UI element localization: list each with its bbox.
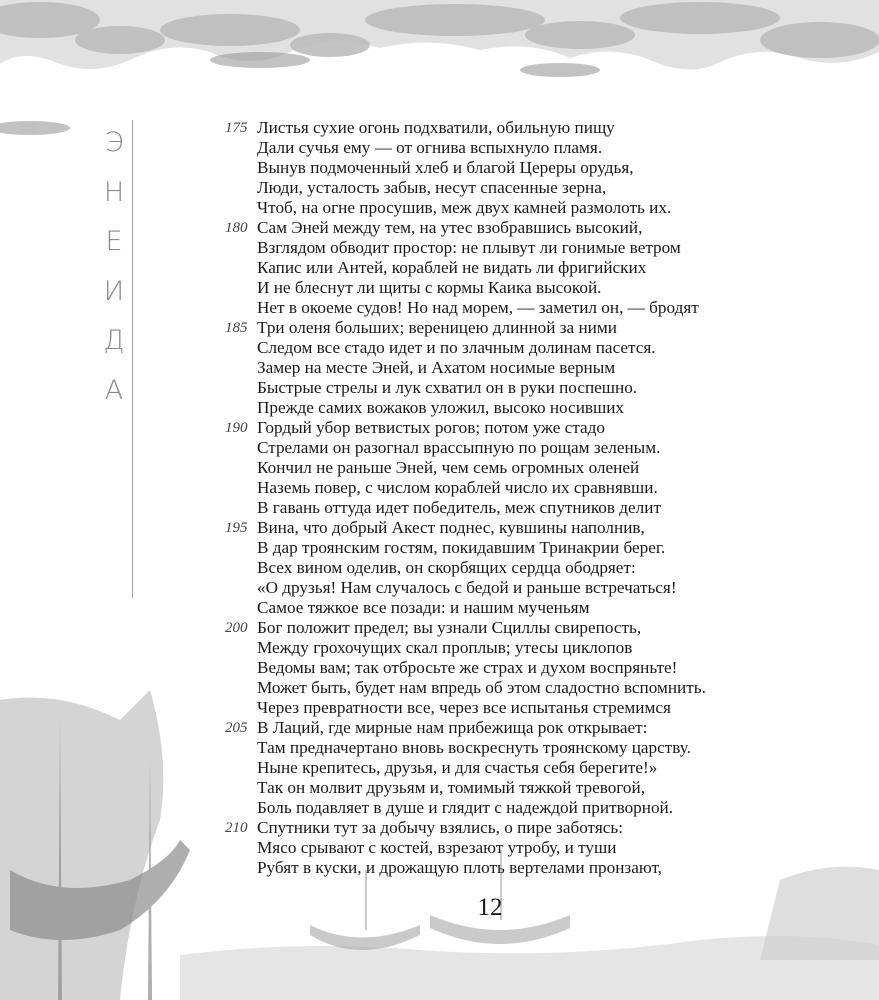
verse-line: [225, 418, 785, 438]
verse-text: Мясо срывают с костей, взрезают утробу, и туши: [257, 838, 617, 857]
line-number: 210: [225, 820, 248, 836]
verse-line: [225, 158, 785, 178]
verse-text: Спутники тут за добычу взялись, о пире заботясь:: [257, 818, 623, 837]
verse-text: Вина, что добрый Акест поднес, кувшины наполнив,: [257, 518, 645, 537]
verse-text: Три оленя больших; вереницею длинной за ними: [257, 318, 617, 337]
verse-text: Сам Эней между тем, на утес взобравшись высокий,: [257, 218, 643, 237]
verse-text: В Лаций, где мирные нам прибежища рок открывает:: [257, 718, 648, 737]
verse-text: Рубят в куски, и дрожащую плоть вертелами пронзают,: [257, 858, 662, 877]
verse-line: [225, 758, 785, 778]
verse-text: Всех вином оделив, он скорбящих сердца ободряет:: [257, 558, 636, 577]
verse-line: [225, 838, 785, 858]
side-title-letter: Н: [103, 176, 125, 208]
verse-text: Кончил не раньше Эней, чем семь огромных оленей: [257, 458, 640, 477]
verse-text: Люди, усталость забыв, несут спасенные зерна,: [257, 178, 607, 197]
verse-text: Гордый убор ветвистых рогов; потом уже стадо: [257, 418, 605, 437]
verse-text: Боль подавляет в душе и глядит с надеждой притворной.: [257, 798, 674, 817]
verse-text: Замер на месте Эней, и Ахатом носимые верным: [257, 358, 616, 377]
verse-line: [225, 278, 785, 298]
verse-text: «О друзья! Нам случалось с бедой и раньше встречаться!: [257, 578, 677, 597]
verse-text: Капис или Антей, кораблей не видать ли фригийских: [257, 258, 647, 277]
side-title-letter: Д: [103, 325, 125, 356]
verse-text: Через превратности все, через все испытанья стремимся: [257, 698, 671, 717]
verse-line: [225, 598, 785, 618]
verse-line: [225, 518, 785, 538]
verse-line: [225, 378, 785, 398]
side-title-letter: А: [104, 374, 124, 406]
verse-line: [225, 538, 785, 558]
verse-text: В дар троянским гостям, покидавшим Тринакрии берег.: [257, 538, 666, 557]
verse-text: Стрелами он разогнал врассыпную по рощам зеленым.: [257, 438, 661, 457]
verse-line: [225, 678, 785, 698]
verse-line: [225, 398, 785, 418]
verse-line: [225, 498, 785, 518]
verse-text: Листья сухие огонь подхватили, обильную пищу: [257, 118, 615, 137]
verse-line: [225, 798, 785, 818]
verse-line: [225, 438, 785, 458]
line-number: 195: [225, 520, 248, 536]
verse-line: [225, 718, 785, 738]
verse-text: Самое тяжкое все позади: и нашим мученьям: [257, 598, 590, 617]
verse-text: Ведомы вам; так отбросьте же страх и духом воспряньте!: [257, 658, 678, 677]
verse-line: [225, 198, 785, 218]
verse-text: Нет в окоеме судов! Но над морем, — заметил он, — бродят: [257, 298, 699, 317]
line-number: 190: [225, 420, 248, 436]
verse-line: [225, 178, 785, 198]
verse-line: [225, 478, 785, 498]
verse-text: Вынув подмоченный хлеб и благой Цереры орудья,: [257, 158, 634, 177]
verse-text: Наземь повер, с числом кораблей число их сравнявши.: [257, 478, 658, 497]
verse-line: [225, 778, 785, 798]
verse-text: Дали сучья ему — от огнива вспыхнуло пламя.: [257, 138, 603, 157]
verse-line: [225, 338, 785, 358]
verse-text: Ныне крепитесь, друзья, и для счастья себя берегите!»: [257, 758, 658, 777]
verse-line: [225, 298, 785, 318]
verse-line: [225, 858, 785, 878]
line-number: 200: [225, 620, 248, 636]
verse-line: [225, 238, 785, 258]
side-title-letter: Э: [104, 127, 124, 158]
verse-line: [225, 698, 785, 718]
line-number: 185: [225, 320, 248, 336]
verse-text: Между грохочущих скал проплыв; утесы циклопов: [257, 638, 633, 657]
verse-text: Чтоб, на огне просушив, меж двух камней размолоть их.: [257, 198, 672, 217]
verse-text: В гавань оттуда идет победитель, меж спутников делит: [257, 498, 661, 517]
verse-line: [225, 258, 785, 278]
side-title-letter: И: [103, 275, 125, 307]
verse-line: [225, 218, 785, 238]
verse-line: [225, 738, 785, 758]
line-number: 205: [225, 720, 248, 736]
page-number: 12: [477, 894, 503, 921]
verse-line: [225, 558, 785, 578]
poem-text: [225, 118, 785, 878]
verse-text: Взглядом обводит простор: не плывут ли гонимые ветром: [257, 238, 681, 257]
verse-text: Следом все стадо идет и по злачным долинам пасется.: [257, 338, 656, 357]
verse-line: [225, 638, 785, 658]
verse-line: [225, 658, 785, 678]
verse-text: Может быть, будет нам впредь об этом сладостно вспомнить.: [257, 678, 706, 697]
verse-line: [225, 318, 785, 338]
verse-text: Прежде самих вожаков уложил, высоко носивших: [257, 398, 625, 417]
line-number: 180: [225, 220, 248, 236]
verse-text: Бог положит предел; вы узнали Сциллы свирепость,: [257, 618, 642, 637]
verse-text: Так он молвит друзьям и, томимый тяжкой тревогой,: [257, 778, 646, 797]
line-number: 175: [225, 120, 248, 136]
verse-line: [225, 118, 785, 138]
side-title-letter: Е: [105, 226, 123, 257]
verse-line: [225, 138, 785, 158]
verse-text: И не блеснут ли щиты с кормы Каика высокой.: [257, 278, 602, 297]
verse-line: [225, 578, 785, 598]
verse-line: [225, 358, 785, 378]
verse-line: [225, 618, 785, 638]
verse-line: [225, 818, 785, 838]
side-rule: [132, 120, 133, 598]
verse-text: Там предначертано вновь воскреснуть троянскому царству.: [257, 738, 691, 757]
side-title: [96, 118, 132, 415]
verse-text: Быстрые стрелы и лук схватил он в руки поспешно.: [257, 378, 638, 397]
verse-line: [225, 458, 785, 478]
